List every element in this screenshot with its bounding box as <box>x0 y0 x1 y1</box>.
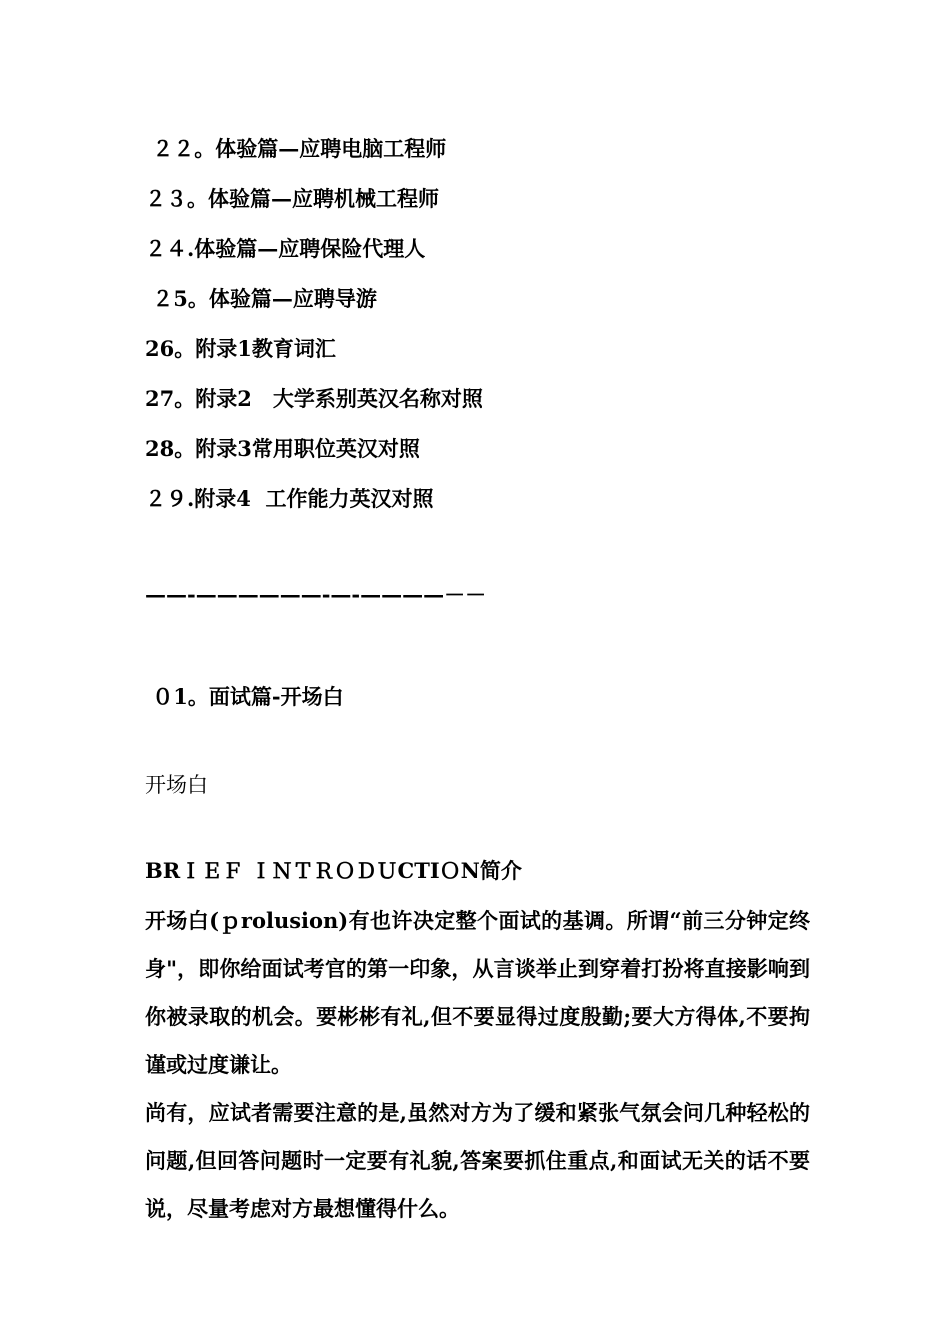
toc-item-25: ２5。体验篇—应聘导游 <box>145 286 377 311</box>
paragraph-intro: 开场白(ｐrolusion)有也许决定整个面试的基调。所谓“前三分钟定终身"，即你给面试考官的第一印象，从言谈举止到穿着打扮将直接影响到你被录取的机会。要彬彬有礼,但不要显得过度殷勤;要大方得体,不要拘谨或过度谦让。 <box>145 908 810 1077</box>
toc-item-29: ２９.附录4 工作能力英汉对照 <box>145 486 434 511</box>
intro-heading: BRＩＥＦ ＩＮＴＲＯＤＵCTIＯN简介 <box>145 858 522 883</box>
toc-item-28: 28。附录3常用职位英汉对照 <box>145 436 420 461</box>
toc-item-26: 26。附录1教育词汇 <box>145 336 336 361</box>
toc-item-27: 27。附录2 大学系别英汉名称对照 <box>145 386 483 411</box>
section-title: ０1。面试篇-开场白 <box>145 684 344 709</box>
toc-item-23: ２３。体验篇—应聘机械工程师 <box>145 186 439 211</box>
paragraph-notes: 尚有，应试者需要注意的是,虽然对方为了缓和紧张气氛会问几种轻松的问题,但回答问题时一定要有礼貌,答案要抓住重点,和面试无关的话不要说，尽量考虑对方最想懂得什么。 <box>145 1100 810 1221</box>
subtitle: 开场白 <box>145 773 208 797</box>
toc-item-24: ２４.体验篇—应聘保险代理人 <box>145 236 426 261</box>
toc-item-22: ２２。体验篇—应聘电脑工程师 <box>145 136 447 161</box>
divider-line: ——-——————-—-————－－ <box>145 582 487 607</box>
